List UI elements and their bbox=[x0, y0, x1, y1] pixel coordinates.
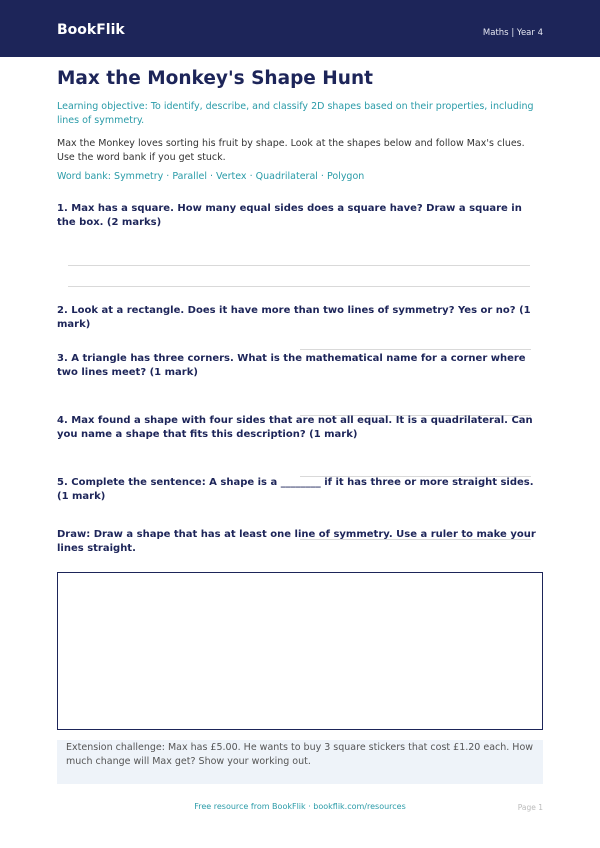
question-5: 5. Complete the sentence: A shape is a ________ if it has three or more straight sides. (1 mark) bbox=[57, 477, 534, 502]
word-bank: Word bank: Symmetry · Parallel · Vertex · Quadrilateral · Polygon bbox=[57, 171, 365, 182]
page-header bbox=[0, 0, 600, 57]
brand-logo: BookFlik bbox=[57, 22, 125, 38]
page-number: Page 1 bbox=[517, 803, 543, 812]
intro-text: Max the Monkey loves sorting his fruit by shape. Look at the shapes below and follow Max's clues. Use the word bank if you get stuck. bbox=[57, 138, 525, 163]
answer-line[interactable] bbox=[300, 349, 531, 350]
answer-line[interactable] bbox=[68, 286, 530, 287]
question-1: 1. Max has a square. How many equal sides does a square have? Draw a square in the box. (2 marks) bbox=[57, 203, 522, 228]
learning-objective: Learning objective: To identify, describe, and classify 2D shapes based on their properties, including lines of symmetry. bbox=[57, 101, 534, 126]
question-2: 2. Look at a rectangle. Does it have more than two lines of symmetry? Yes or no? (1 mark) bbox=[57, 305, 531, 330]
footer-link[interactable]: Free resource from BookFlik · bookflik.com/resources bbox=[194, 802, 406, 811]
question-3: 3. A triangle has three corners. What is the mathematical name for a corner where two lines meet? (1 mark) bbox=[57, 353, 526, 378]
answer-line[interactable] bbox=[68, 265, 530, 266]
subject-year-label: Maths | Year 4 bbox=[482, 28, 543, 38]
draw-prompt: Draw: Draw a shape that has at least one line of symmetry. Use a ruler to make your lines straight. bbox=[57, 529, 536, 554]
drawing-box[interactable] bbox=[57, 572, 543, 730]
question-4: 4. Max found a shape with four sides that are not all equal. It is a quadrilateral. Can you name a shape that fits this description? (1 mark) bbox=[57, 415, 533, 440]
extension-challenge: Extension challenge: Max has £5.00. He wants to buy 3 square stickers that cost £1.20 each. How much change will Max get? Show your working out. bbox=[57, 740, 543, 784]
worksheet-title: Max the Monkey's Shape Hunt bbox=[57, 68, 373, 89]
